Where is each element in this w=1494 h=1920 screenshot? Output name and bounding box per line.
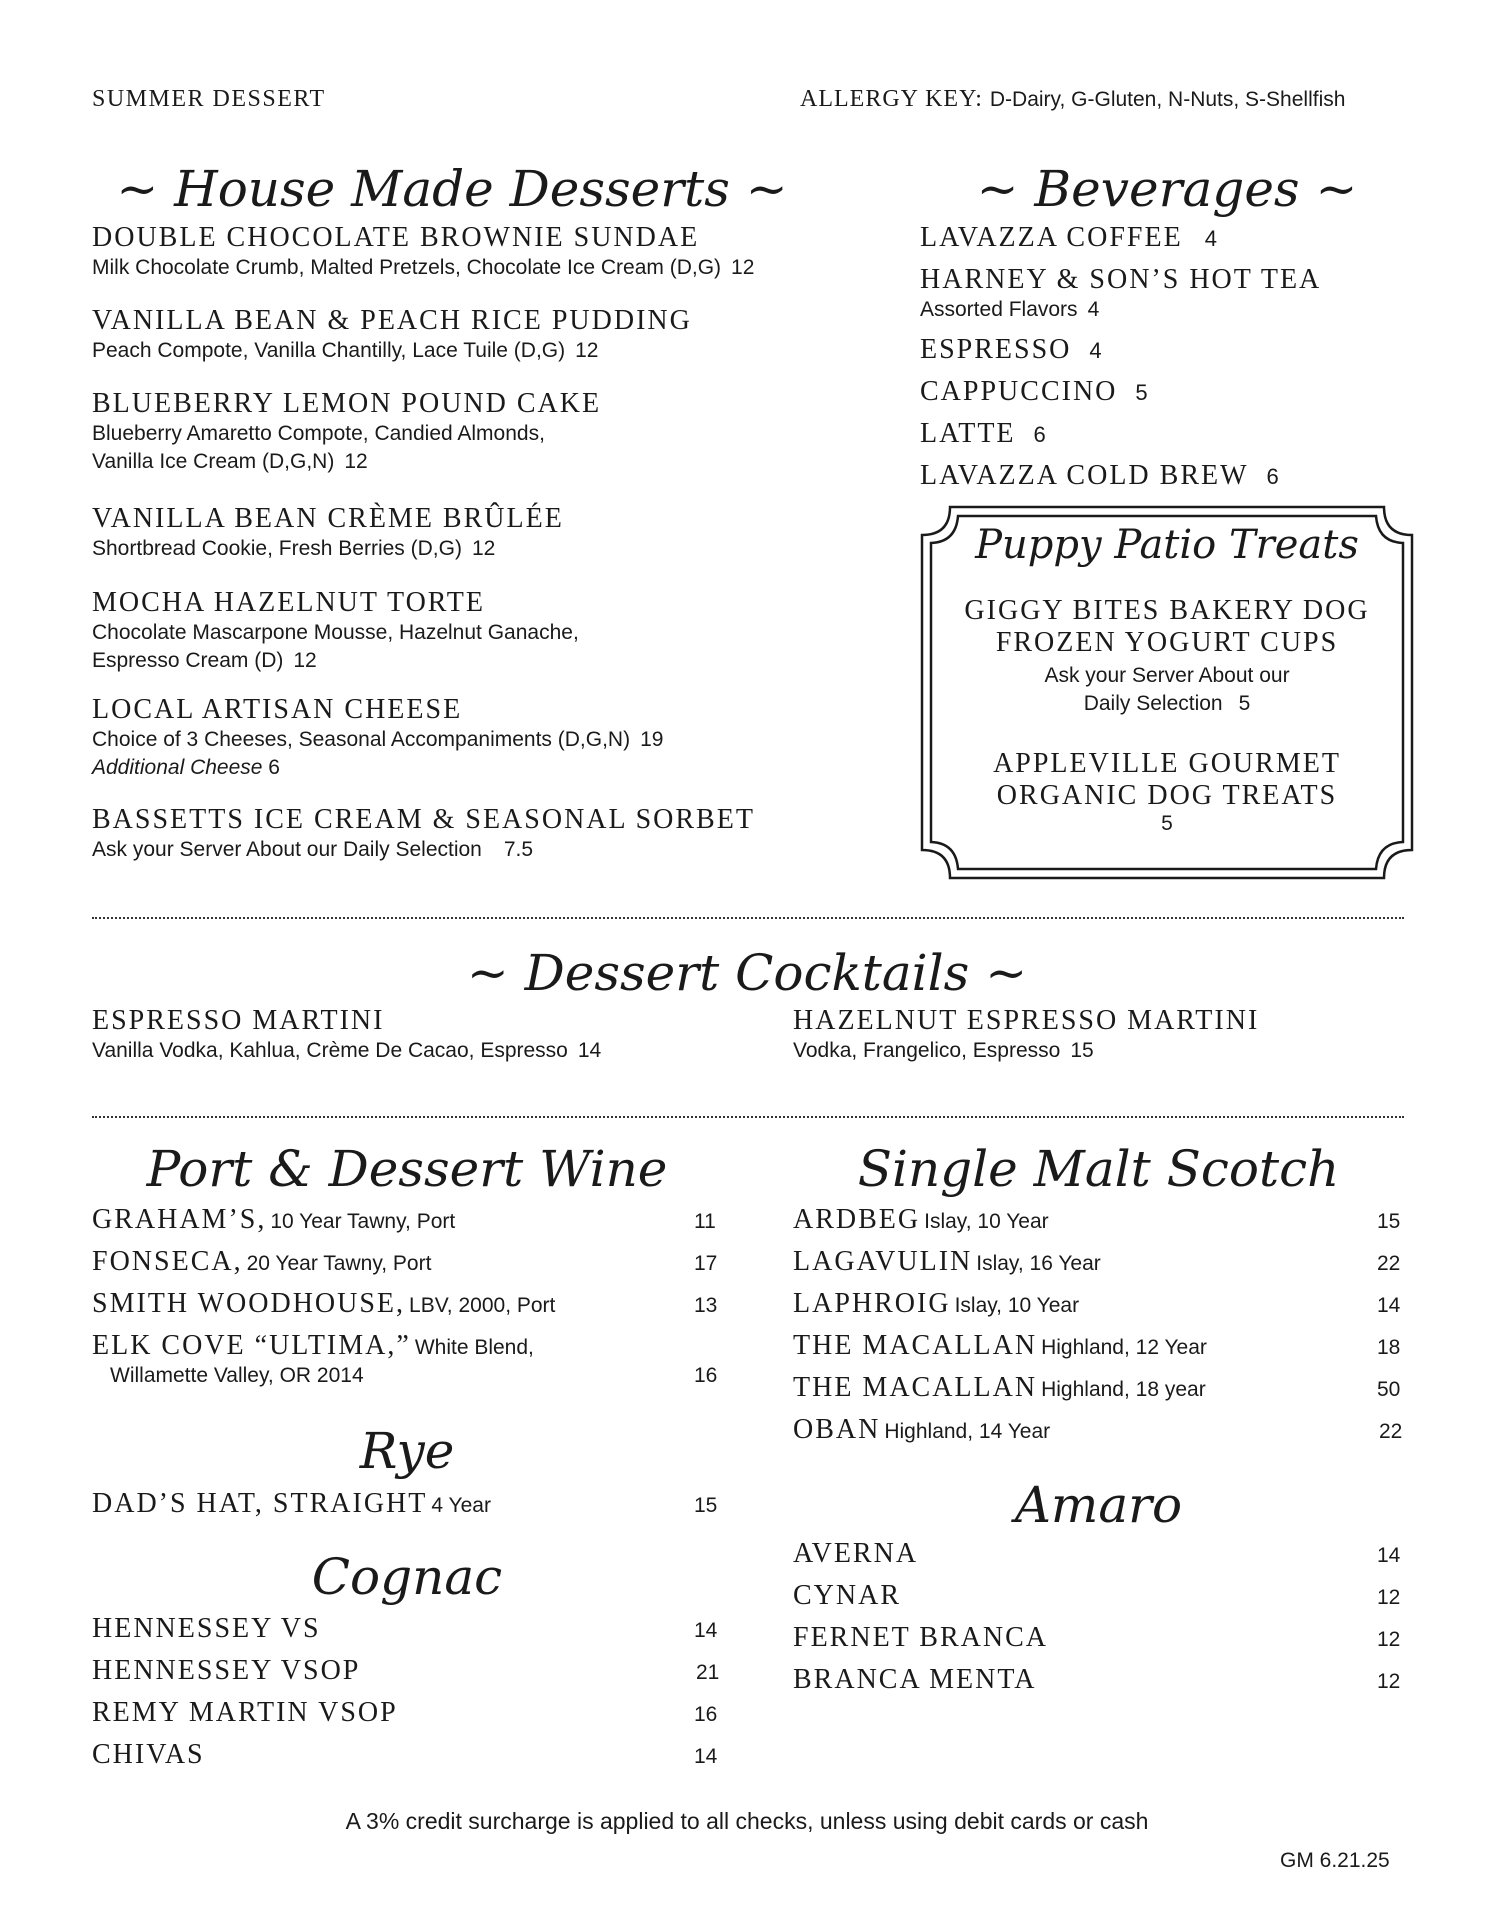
cocktail-price: 15 bbox=[1070, 1039, 1094, 1062]
dessert-name: BLUEBERRY LEMON POUND CAKE bbox=[92, 388, 602, 419]
dessert-desc: Milk Chocolate Crumb, Malted Pretzels, Chocolate Ice Cream (D,G) 12 bbox=[92, 256, 755, 279]
cocktail-price: 14 bbox=[577, 1039, 602, 1062]
dessert-desc: Ask your Server About our Daily Selection 7.5 bbox=[92, 838, 534, 861]
amaro-item: BRANCA MENTA 12 bbox=[793, 1664, 1401, 1695]
beverage-price: 4 bbox=[1087, 298, 1100, 321]
cocktail-name: HAZELNUT ESPRESSO MARTINI bbox=[793, 1005, 1260, 1036]
scotch-price: 18 bbox=[1377, 1336, 1401, 1359]
scotch-title: Single Malt Scotch bbox=[857, 1140, 1340, 1198]
beverage-price: 4 bbox=[1089, 338, 1104, 363]
amaro-item: CYNAR 12 bbox=[793, 1580, 1401, 1611]
puppy-price: 5 bbox=[1161, 812, 1173, 835]
port-title: Port & Dessert Wine bbox=[146, 1140, 668, 1198]
dessert-desc: Choice of 3 Cheeses, Seasonal Accompaniments (D,G,N) 19 bbox=[92, 728, 664, 751]
surcharge-notice: A 3% credit surcharge is applied to all checks, unless using debit cards or cash bbox=[345, 1808, 1149, 1834]
dessert-extra: Additional Cheese 6 bbox=[92, 756, 280, 779]
dessert-item bbox=[92, 388, 601, 476]
dessert-price: 12 bbox=[344, 450, 368, 473]
dessert-item bbox=[92, 587, 579, 675]
beverage-item: LATTE 6 bbox=[920, 418, 1048, 449]
divider bbox=[92, 1116, 1404, 1118]
dessert-item bbox=[92, 694, 663, 782]
rye-title: Rye bbox=[359, 1422, 455, 1480]
puppy-price: 5 bbox=[1238, 692, 1251, 715]
beverage-item: CAPPUCCINO 5 bbox=[920, 376, 1150, 407]
beverage-price: 6 bbox=[1266, 464, 1281, 489]
beverage-item: LAVAZZA COFFEE 4 bbox=[920, 222, 1219, 253]
beverages-title: ~ Beverages ~ bbox=[976, 160, 1358, 218]
dessert-price: 7.5 bbox=[503, 838, 534, 861]
dessert-desc: Blueberry Amaretto Compote, Candied Almonds, bbox=[92, 422, 545, 445]
puppy-title: Puppy Patio Treats bbox=[975, 522, 1359, 568]
dessert-price: 12 bbox=[731, 256, 755, 279]
beverage-item bbox=[920, 264, 1321, 324]
port-item: GRAHAM’S, 10 Year Tawny, Port 11 bbox=[92, 1204, 716, 1235]
beverage-price: 4 bbox=[1204, 226, 1219, 251]
scotch-item: LAGAVULIN Islay, 16 Year 22 bbox=[793, 1246, 1401, 1277]
amaro-price: 12 bbox=[1377, 1586, 1401, 1609]
cognac-price: 14 bbox=[694, 1619, 718, 1642]
amaro-title: Amaro bbox=[1014, 1476, 1183, 1534]
dessert-desc: Shortbread Cookie, Fresh Berries (D,G) 12 bbox=[92, 537, 496, 560]
dessert-name: BASSETTS ICE CREAM & SEASONAL SORBET bbox=[92, 804, 755, 835]
dessert-price: 19 bbox=[640, 728, 664, 751]
amaro-price: 12 bbox=[1377, 1670, 1401, 1693]
dessert-name: VANILLA BEAN & PEACH RICE PUDDING bbox=[92, 305, 692, 336]
scotch-price: 50 bbox=[1377, 1378, 1401, 1401]
port-price: 16 bbox=[694, 1364, 718, 1387]
scotch-item: THE MACALLAN Highland, 18 year 50 bbox=[793, 1372, 1401, 1403]
port-item: ELK COVE “ULTIMA,” White Blend, bbox=[92, 1330, 534, 1361]
rye-price: 15 bbox=[694, 1494, 718, 1517]
beverage-item: LAVAZZA COLD BREW 6 bbox=[920, 460, 1281, 491]
scotch-price: 22 bbox=[1379, 1420, 1403, 1443]
dessert-item bbox=[92, 222, 754, 282]
cognac-price: 14 bbox=[694, 1745, 718, 1768]
port-price: 11 bbox=[694, 1210, 716, 1233]
desserts-title: ~ House Made Desserts ~ bbox=[116, 160, 788, 218]
scotch-item: ARDBEG Islay, 10 Year 15 bbox=[793, 1204, 1401, 1235]
dessert-item bbox=[92, 804, 755, 864]
puppy-item-name: GIGGY BITES BAKERY DOG FROZEN YOGURT CUPS bbox=[964, 595, 1370, 658]
scotch-item: THE MACALLAN Highland, 12 Year 18 bbox=[793, 1330, 1401, 1361]
scotch-price: 15 bbox=[1377, 1210, 1401, 1233]
rye-item: DAD’S HAT, STRAIGHT 4 Year 15 bbox=[92, 1488, 718, 1519]
beverage-desc: Assorted Flavors 4 bbox=[920, 298, 1100, 321]
cocktail-desc: Vanilla Vodka, Kahlua, Crème De Cacao, Espresso 14 bbox=[92, 1039, 602, 1062]
port-item: FONSECA, 20 Year Tawny, Port 17 bbox=[92, 1246, 718, 1277]
port-price: 17 bbox=[694, 1252, 718, 1275]
beverage-price: 5 bbox=[1135, 380, 1150, 405]
allergy-key bbox=[800, 86, 1345, 113]
scotch-item: LAPHROIG Islay, 10 Year 14 bbox=[793, 1288, 1401, 1319]
dessert-desc: Peach Compote, Vanilla Chantilly, Lace Tuile (D,G) 12 bbox=[92, 339, 599, 362]
amaro-item: FERNET BRANCA 12 bbox=[793, 1622, 1401, 1653]
dessert-item bbox=[92, 305, 692, 365]
scotch-price: 14 bbox=[1377, 1294, 1401, 1317]
scotch-price: 22 bbox=[1377, 1252, 1401, 1275]
allergy-key-text: D-Dairy, G-Gluten, N-Nuts, S-Shellfish bbox=[989, 88, 1346, 111]
dessert-name: VANILLA BEAN CRÈME BRÛLÉE bbox=[92, 503, 564, 534]
dessert-item bbox=[92, 503, 564, 563]
beverage-name: HARNEY & SON’S HOT TEA bbox=[920, 264, 1322, 295]
puppy-item-desc: Ask your Server About our Daily Selection 5 bbox=[1044, 664, 1290, 715]
dessert-name: MOCHA HAZELNUT TORTE bbox=[92, 587, 485, 618]
dessert-desc: Chocolate Mascarpone Mousse, Hazelnut Ganache, bbox=[92, 621, 579, 644]
cognac-title: Cognac bbox=[311, 1548, 503, 1606]
beverage-item: ESPRESSO 4 bbox=[920, 334, 1104, 365]
cognac-item: HENNESSEY VS 14 bbox=[92, 1613, 718, 1644]
cocktails-title: ~ Dessert Cocktails ~ bbox=[466, 944, 1028, 1002]
divider bbox=[92, 917, 1404, 919]
dessert-desc-2: Espresso Cream (D) 12 bbox=[92, 649, 317, 672]
dessert-name: DOUBLE CHOCOLATE BROWNIE SUNDAE bbox=[92, 222, 700, 253]
dessert-price: 12 bbox=[293, 649, 317, 672]
beverage-price: 6 bbox=[1033, 422, 1048, 447]
scotch-item: OBAN Highland, 14 Year 22 bbox=[793, 1414, 1403, 1445]
cocktail-item bbox=[92, 1005, 601, 1065]
amaro-item: AVERNA 14 bbox=[793, 1538, 1401, 1569]
port-item: SMITH WOODHOUSE, LBV, 2000, Port 13 bbox=[92, 1288, 718, 1319]
cognac-price: 21 bbox=[696, 1661, 720, 1684]
dessert-price: 12 bbox=[575, 339, 599, 362]
cognac-item: HENNESSEY VSOP 21 bbox=[92, 1655, 720, 1686]
dessert-name: LOCAL ARTISAN CHEESE bbox=[92, 694, 463, 725]
allergy-key-label: ALLERGY KEY: bbox=[800, 86, 983, 112]
dessert-price: 12 bbox=[471, 537, 496, 560]
cognac-item: CHIVAS 14 bbox=[92, 1739, 718, 1770]
amaro-price: 12 bbox=[1377, 1628, 1401, 1651]
port-price: 13 bbox=[694, 1294, 718, 1317]
cognac-item: REMY MARTIN VSOP 16 bbox=[92, 1697, 718, 1728]
cognac-price: 16 bbox=[694, 1703, 718, 1726]
port-item-cont: Willamette Valley, OR 2014 16 bbox=[110, 1364, 718, 1387]
amaro-price: 14 bbox=[1377, 1544, 1401, 1567]
menu-code: GM 6.21.25 bbox=[1280, 1849, 1390, 1872]
menu-title: SUMMER DESSERT bbox=[92, 86, 326, 112]
cocktail-desc: Vodka, Frangelico, Espresso 15 bbox=[793, 1039, 1094, 1062]
dessert-desc-2: Vanilla Ice Cream (D,G,N) 12 bbox=[92, 450, 368, 473]
puppy-item-name: APPLEVILLE GOURMET ORGANIC DOG TREATS bbox=[993, 748, 1341, 811]
cocktail-name: ESPRESSO MARTINI bbox=[92, 1005, 385, 1036]
cocktail-item bbox=[793, 1005, 1259, 1065]
